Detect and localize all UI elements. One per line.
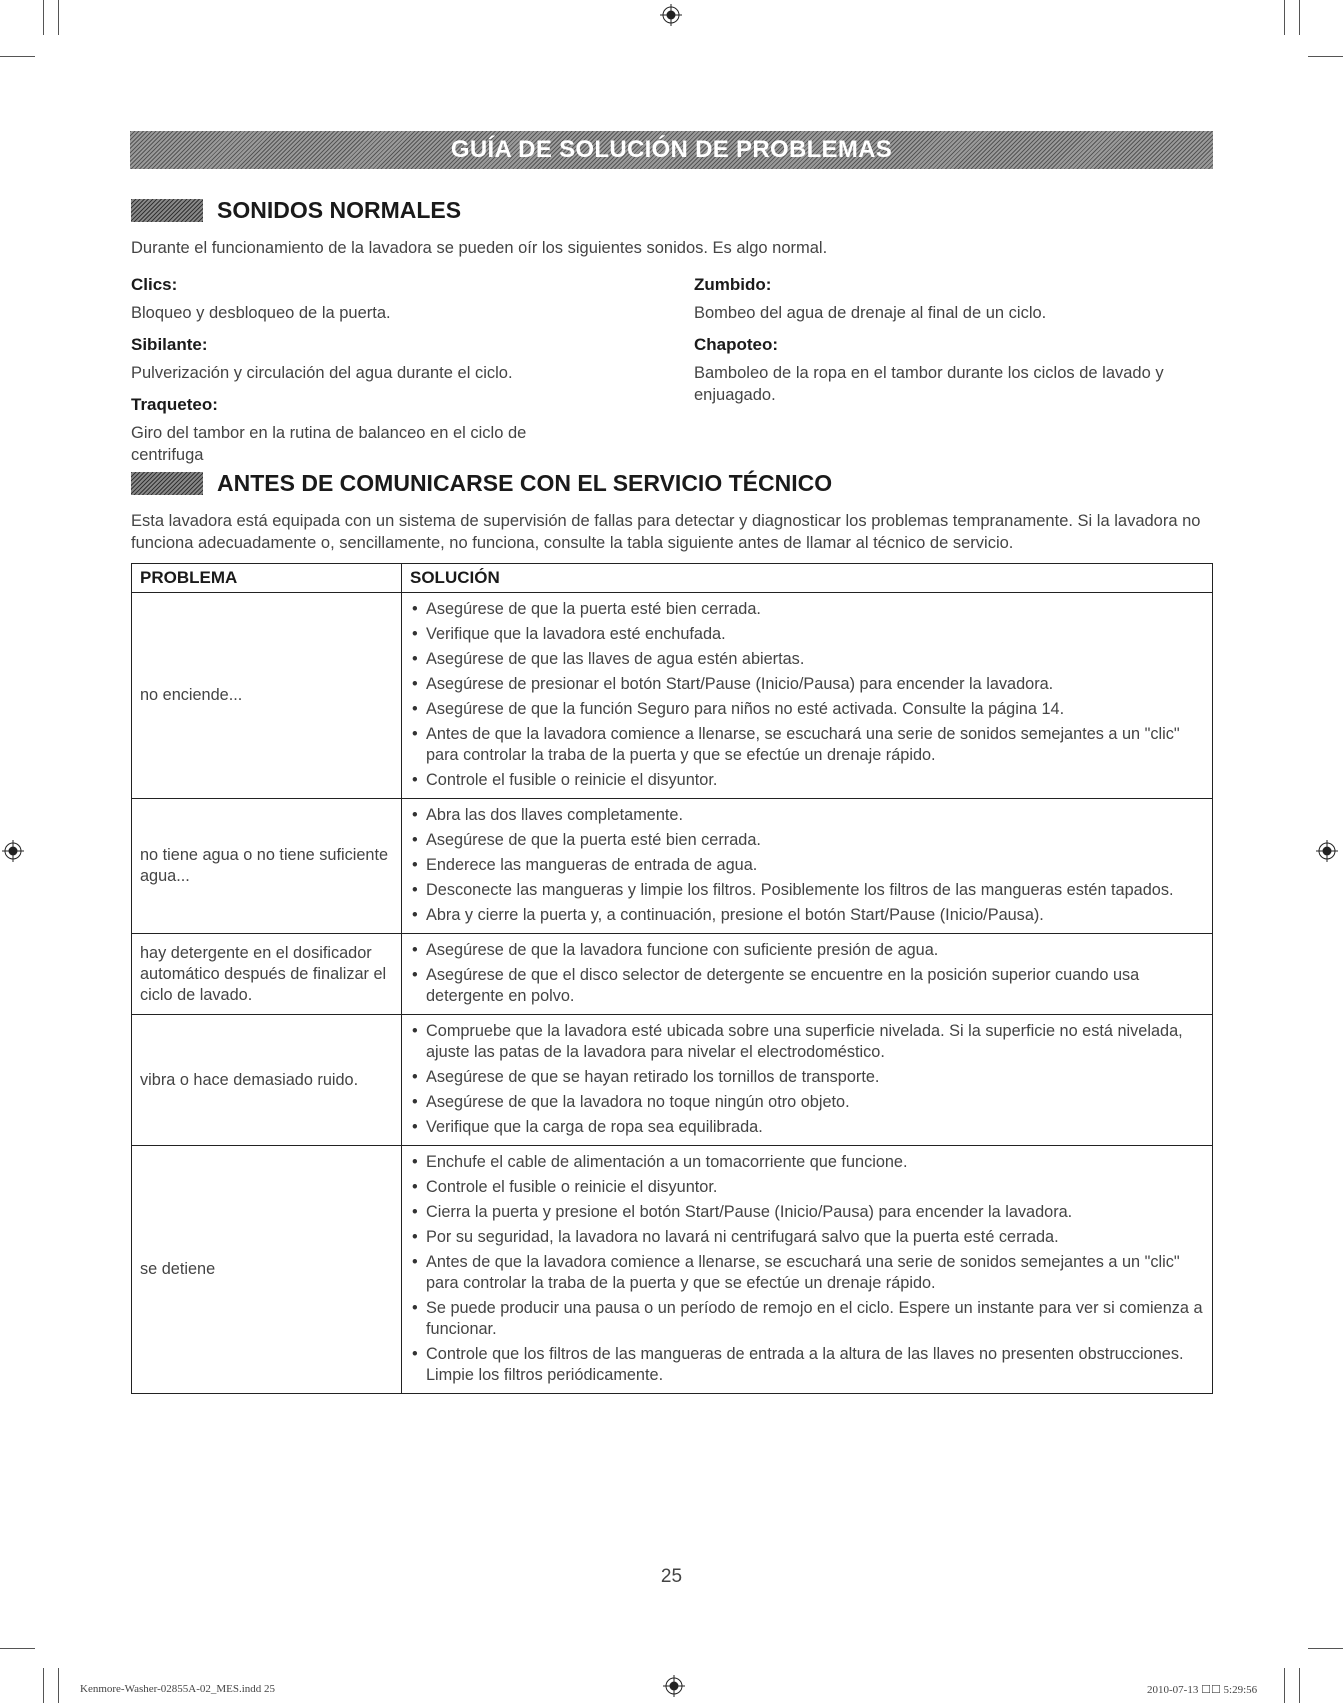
solution-cell xyxy=(402,593,1213,799)
registration-mark-icon xyxy=(663,1675,685,1697)
solution-item: • Abra las dos llaves completamente. xyxy=(410,805,1204,826)
table-row xyxy=(132,1015,1213,1146)
footer-date: 2010-07-13 ☐☐ 5:29:56 xyxy=(1147,1684,1258,1696)
table-row xyxy=(132,799,1213,934)
solution-item: • Asegúrese de presionar el botón Start/Pause (Inicio/Pausa) para encender la lavadora. xyxy=(410,674,1204,695)
solution-item: • Se puede producir una pausa o un período de remojo en el ciclo. Espere un instante para ver si comienza a funcionar. xyxy=(410,1298,1204,1340)
section-title: SONIDOS NORMALES xyxy=(217,197,462,223)
crop-mark xyxy=(1284,0,1285,35)
solution-list xyxy=(410,805,1204,926)
solution-item: • Verifique que la lavadora esté enchufada. xyxy=(410,624,1204,645)
section-title: ANTES DE COMUNICARSE CON EL SERVICIO TÉCNICO xyxy=(217,470,833,496)
sound-label-traqueteo: Traqueteo: xyxy=(131,395,218,414)
crop-mark xyxy=(0,1648,35,1649)
table-row xyxy=(132,934,1213,1015)
crop-mark xyxy=(1308,1648,1343,1649)
crop-mark xyxy=(1308,56,1343,57)
solution-item: • Antes de que la lavadora comience a llenarse, se escuchará una serie de sonidos semejantes a un "clic" para controlar la traba de la puerta y que se efectúe un drenaje rápido. xyxy=(410,724,1204,766)
page-title: GUÍA DE SOLUCIÓN DE PROBLEMAS xyxy=(450,136,893,163)
solution-list xyxy=(410,940,1204,1007)
sound-text-clics: Bloqueo y desbloqueo de la puerta. xyxy=(131,304,391,322)
solution-item: • Enderece las mangueras de entrada de agua. xyxy=(410,855,1204,876)
crop-mark xyxy=(58,1668,59,1703)
footer-file: Kenmore-Washer-02855A-02_MES.indd 25 xyxy=(80,1683,276,1695)
solution-cell xyxy=(402,934,1213,1015)
crop-mark xyxy=(1284,1668,1285,1703)
sound-text-sibilante: Pulverización y circulación del agua durante el ciclo. xyxy=(131,364,513,382)
sound-text-traqueteo: Giro del tambor en la rutina de balanceo en el ciclo de centrifuga xyxy=(131,424,527,464)
solution-item: • Antes de que la lavadora comience a llenarse, se escuchará una serie de sonidos semejantes a un "clic" para controlar la traba de la puerta y que se efectúe un drenaje rápido. xyxy=(410,1252,1204,1294)
solution-cell xyxy=(402,799,1213,934)
solution-item: • Asegúrese de que la puerta esté bien cerrada. xyxy=(410,599,1204,620)
registration-mark-icon xyxy=(660,4,682,26)
solution-item: • Verifique que la carga de ropa sea equilibrada. xyxy=(410,1117,1204,1138)
sound-text-zumbido: Bombeo del agua de drenaje al final de un ciclo. xyxy=(694,304,1047,322)
normal-sounds-intro: Durante el funcionamiento de la lavadora se pueden oír los siguientes sonidos. Es algo normal. xyxy=(131,239,828,257)
registration-mark-icon xyxy=(2,840,24,862)
crop-mark xyxy=(1299,0,1300,35)
page-number: 25 xyxy=(660,1566,683,1587)
problem-cell: vibra o hace demasiado ruido. xyxy=(132,1015,402,1146)
solution-list xyxy=(410,599,1204,791)
crop-mark xyxy=(58,0,59,35)
problem-cell: no enciende... xyxy=(132,593,402,799)
problem-cell: se detiene xyxy=(132,1146,402,1394)
page-title-banner xyxy=(130,131,1213,169)
solution-item: • Asegúrese de que la función Seguro para niños no esté activada. Consulte la página 14. xyxy=(410,699,1204,720)
solution-item: • Asegúrese de que la lavadora funcione con suficiente presión de agua. xyxy=(410,940,1204,961)
solution-cell xyxy=(402,1146,1213,1394)
registration-mark-icon xyxy=(1316,840,1338,862)
crop-mark xyxy=(1299,1668,1300,1703)
solution-item: • Por su seguridad, la lavadora no lavará ni centrifugará salvo que la puerta esté cerrada. xyxy=(410,1227,1204,1248)
heading-marker xyxy=(131,472,203,495)
solution-cell xyxy=(402,1015,1213,1146)
solution-item: • Cierra la puerta y presione el botón Start/Pause (Inicio/Pausa) para encender la lavadora. xyxy=(410,1202,1204,1223)
solution-item: • Abra y cierre la puerta y, a continuación, presione el botón Start/Pause (Inicio/Pausa). xyxy=(410,905,1204,926)
solution-item: • Controle el fusible o reinicie el disyuntor. xyxy=(410,770,1204,791)
sound-label-zumbido: Zumbido: xyxy=(694,275,772,294)
service-intro: Esta lavadora está equipada con un sistema de supervisión de fallas para detectar y diagnosticar los problemas tempranamente. Si la lavadora no funciona adecuadamente o, sencillamente, no funciona, consulte la tabla siguiente antes de llamar al técnico de servicio. xyxy=(131,512,1201,552)
solution-list xyxy=(410,1021,1204,1138)
sound-label-sibilante: Sibilante: xyxy=(131,335,208,354)
crop-mark xyxy=(43,0,44,35)
table-header-row xyxy=(132,564,1213,593)
normal-sounds-heading xyxy=(131,197,461,224)
heading-marker xyxy=(131,199,203,222)
service-heading xyxy=(131,470,832,497)
solution-item: • Enchufe el cable de alimentación a un tomacorriente que funcione. xyxy=(410,1152,1204,1173)
solution-item: • Controle que los filtros de las mangueras de entrada a la altura de las llaves no presenten obstrucciones. Limpie los filtros periódicamente. xyxy=(410,1344,1204,1386)
solution-item: • Asegúrese de que la puerta esté bien cerrada. xyxy=(410,830,1204,851)
sound-text-chapoteo: Bamboleo de la ropa en el tambor durante los ciclos de lavado y enjuagado. xyxy=(694,364,1164,404)
crop-mark xyxy=(43,1668,44,1703)
sound-label-clics: Clics: xyxy=(131,275,178,294)
solution-list xyxy=(410,1152,1204,1386)
solution-item: • Asegúrese de que la lavadora no toque ningún otro objeto. xyxy=(410,1092,1204,1113)
column-header-solution: SOLUCIÓN xyxy=(402,564,1213,593)
troubleshooting-table xyxy=(131,563,1213,1394)
solution-item: • Asegúrese de que el disco selector de detergente se encuentre en la posición superior cuando usa detergente en polvo. xyxy=(410,965,1204,1007)
solution-item: • Compruebe que la lavadora esté ubicada sobre una superficie nivelada. Si la superficie no está nivelada, ajuste las patas de la lavadora para nivelar el electrodoméstico. xyxy=(410,1021,1204,1063)
crop-mark xyxy=(0,56,35,57)
problem-cell: no tiene agua o no tiene suficiente agua... xyxy=(132,799,402,934)
problem-cell: hay detergente en el dosificador automático después de finalizar el ciclo de lavado. xyxy=(132,934,402,1015)
column-header-problem: PROBLEMA xyxy=(132,564,402,593)
solution-item: • Asegúrese de que las llaves de agua estén abiertas. xyxy=(410,649,1204,670)
table-row xyxy=(132,1146,1213,1394)
table-row xyxy=(132,593,1213,799)
solution-item: • Controle el fusible o reinicie el disyuntor. xyxy=(410,1177,1204,1198)
solution-item: • Asegúrese de que se hayan retirado los tornillos de transporte. xyxy=(410,1067,1204,1088)
sound-label-chapoteo: Chapoteo: xyxy=(694,335,779,354)
solution-item: • Desconecte las mangueras y limpie los filtros. Posiblemente los filtros de las mangueras estén tapados. xyxy=(410,880,1204,901)
